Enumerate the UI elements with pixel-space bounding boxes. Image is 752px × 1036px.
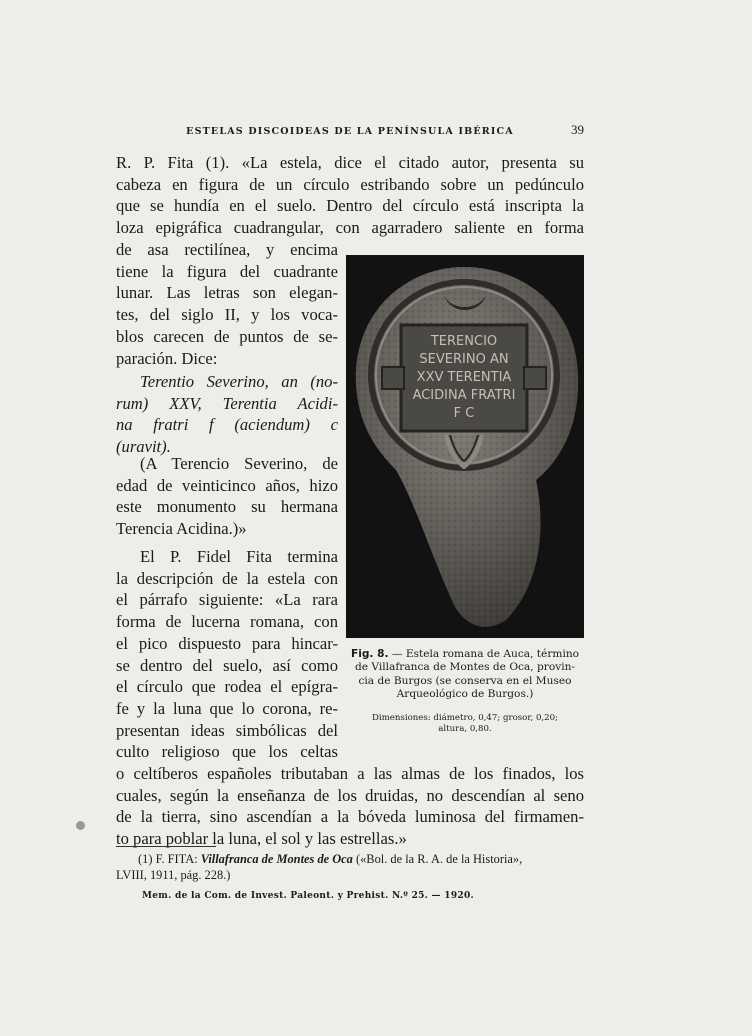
stone-inscription-line: SEVERINO AN [419,352,509,367]
inscription-translation [116,453,338,540]
caption-line: cia de Burgos (se conserva en el Museo [358,674,572,687]
footnote [116,851,584,883]
text-line: blos carecen de puntos de se- [116,326,338,346]
text-line: se dentro del suelo, así como [116,655,338,675]
caption-line: Arqueológico de Burgos.) [396,688,534,701]
figure-dimensions [346,713,584,735]
text-line: to para poblar la luna, el sol y las estrellas.» [116,829,407,849]
text-line: Terencia Acidina.)» [116,519,247,539]
text-line: cuales, según la enseñanza de los druidas, no descendían al seno [116,785,584,805]
text-line: lunar. Las letras son elegan- [116,283,338,303]
paragraph-conclusion [116,763,584,850]
ink-spot [76,821,85,830]
running-title: ESTELAS DISCOIDEAS DE LA PENÍNSULA IBÉRICA [186,126,514,137]
stele-illustration [346,255,584,638]
text-line: forma de lucerna romana, con [116,612,338,632]
stone-inscription-line: ACIDINA FRATRI [412,388,516,403]
text-line: Terentio Severino, an (no- [140,372,338,391]
text-line: la descripción de la estela con [116,568,338,588]
text-line: que se hundía en el suelo. Dentro del círculo está inscripta la [116,196,584,216]
dimensions-line: altura, 0,80. [438,724,492,734]
text-line: (uravit). [116,437,171,457]
footnote-marker: (1) [138,852,153,866]
text-line: fe y la luna que lo corona, re- [116,698,338,718]
text-line: de asa rectilínea, y encima [116,240,338,259]
stone-inscription-line: XXV TERENTIA [416,370,512,385]
page-footer: Mem. de la Com. de Invest. Paleont. y Prehist. N.º 25. — 1920. [142,891,474,901]
inscription-latin [116,371,338,458]
text-line: El P. Fidel Fita termina [140,547,338,566]
text-line: na fratri f (aciendum) c [116,415,338,435]
text-line: rum) XXV, Terentia Acidi- [116,393,338,413]
text-line: de la tierra, sino ascendían a la bóveda luminosa del firmamen- [116,807,584,827]
text-line: culto religioso que los celtas [116,742,338,762]
footnote-rule [116,846,216,847]
text-line: tes, del siglo II, y los voca- [116,305,338,325]
paragraph-intro [116,152,584,239]
stele-photograph [346,255,584,638]
text-line: tiene la figura del cuadrante [116,261,338,281]
text-line: el párrafo siguiente: «La rara [116,590,338,610]
page-number: 39 [571,122,584,137]
text-line: presentan ideas simbólicas del [116,720,338,740]
text-line: loza epigráfica cuadrangular, con agarradero saliente en forma [116,218,584,238]
dimensions-line: Dimensiones: diámetro, 0,47; grosor, 0,20; [372,713,558,723]
stone-inscription-line: F C [453,406,475,421]
text-line: el pico dispuesto para hincar- [116,633,338,653]
text-line: cabeza en figura de un círculo estribando sobre un pedúnculo [116,174,584,194]
caption-line: de Villafranca de Montes de Oca, provin- [355,661,575,674]
footnote-line: LVIII, 1911, pág. 228.) [116,868,231,882]
text-line: el círculo que rodea el epígra- [116,677,338,697]
text-line: este monumento su hermana [116,497,338,517]
footnote-title: Villafranca de Montes de Oca [200,852,353,866]
figure-caption [346,648,584,702]
footnote-author: F. FITA: [155,852,198,866]
figure-label: Fig. 8. [350,648,389,660]
paragraph-fita [116,546,338,763]
footnote-rest: («Bol. de la R. A. de la Historia», [355,852,523,866]
paragraph-description [116,239,338,369]
stone-inscription-line: TERENCIO [430,334,498,349]
text-line: R. P. Fita (1). «La estela, dice el citado autor, presenta su [116,153,584,172]
text-line: paración. Dice: [116,348,218,368]
text-line: (A Terencio Severino, de [140,454,338,473]
text-line: edad de veinticinco años, hizo [116,475,338,495]
caption-line: — Estela romana de Auca, término [391,648,580,660]
text-line: o celtíberos españoles tributaban a las almas de los finados, los [116,764,584,783]
